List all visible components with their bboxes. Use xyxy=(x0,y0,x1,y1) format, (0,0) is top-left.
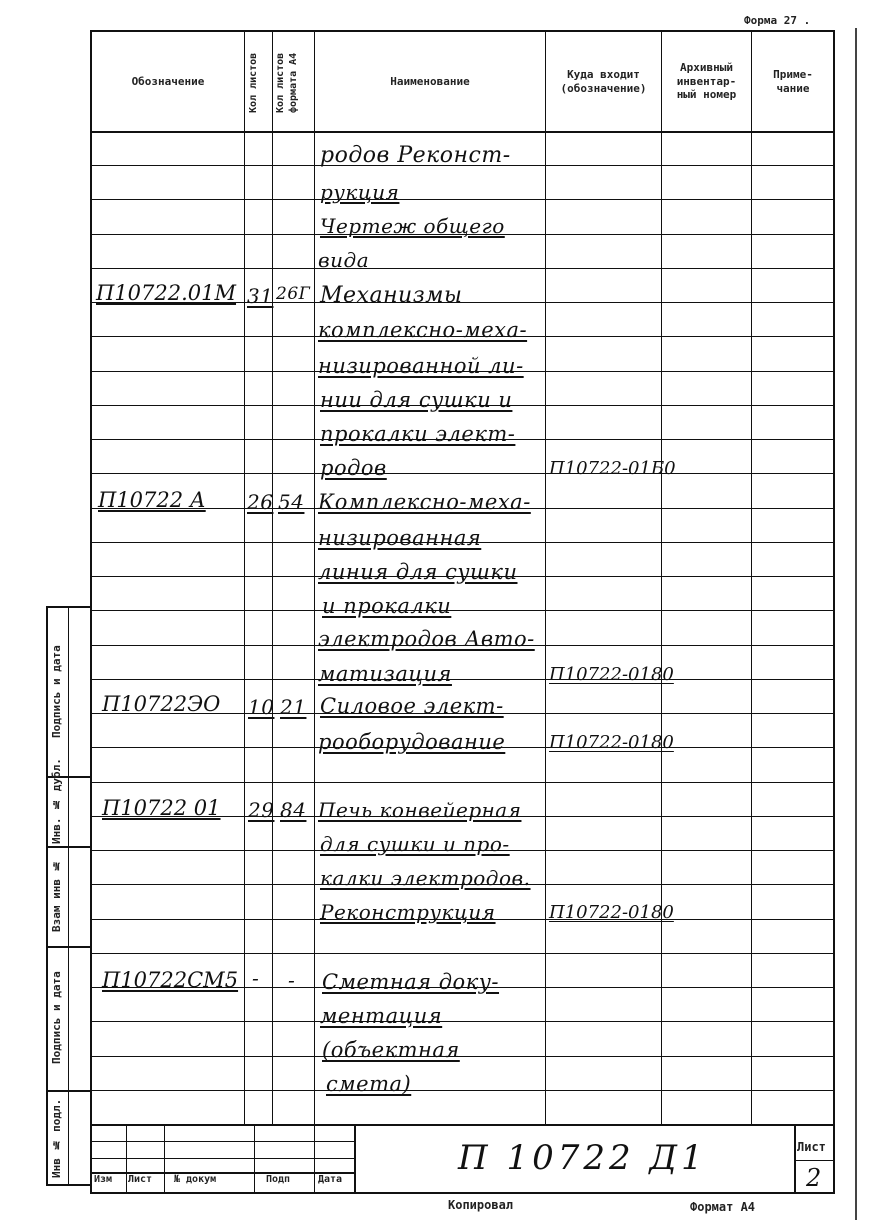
col-divider-3 xyxy=(314,30,315,1124)
entry-name-line: Реконструкция xyxy=(320,900,496,924)
entry-name-line: линия для сушки xyxy=(318,560,518,584)
title-sheet-number: 2 xyxy=(806,1164,822,1192)
entry-designation: П10722 01 xyxy=(102,796,221,820)
header-divider xyxy=(90,131,835,133)
form-label: Форма 27 . xyxy=(744,14,811,27)
title-change: Изм xyxy=(94,1174,113,1185)
footer-copied: Копировал xyxy=(448,1198,514,1212)
row-line xyxy=(90,473,835,474)
entry-name-line: нии для сушки и xyxy=(320,388,513,412)
title-doc-number: № докум xyxy=(174,1174,217,1185)
entry-name-line: комплексно-меха- xyxy=(318,318,528,342)
entry-name-line: рукция xyxy=(320,180,400,204)
header-archive-number: Архивный инвентар- ный номер xyxy=(676,60,737,102)
row-line xyxy=(90,199,835,200)
entry-a4: 84 xyxy=(280,798,307,822)
row-line xyxy=(90,1021,835,1022)
side-inv-orig: Инв № подл. xyxy=(50,1098,63,1178)
entry-name-line: Силовое элект- xyxy=(320,694,504,718)
col-divider-5 xyxy=(661,30,662,1124)
entry-name-line: электродов Авто- xyxy=(318,627,535,651)
header-note: Приме- чание xyxy=(773,67,813,95)
entry-name-line: Сметная доку- xyxy=(322,970,500,994)
entry-a4: 26Г xyxy=(276,284,311,304)
entry-sheets: 31 xyxy=(247,284,274,308)
title-block-top xyxy=(90,1124,835,1126)
title-sheet: Лист xyxy=(128,1174,153,1185)
side-signature-date-2: Подпись и дата xyxy=(50,971,63,1065)
header-a4-count-text: Кол листов формата А4 xyxy=(275,52,299,114)
entry-sheets: 29 xyxy=(248,798,275,822)
row-line xyxy=(90,1090,835,1091)
entry-name-line: родов Реконст- xyxy=(320,143,511,168)
row-line xyxy=(90,268,835,269)
title-signature: Подп xyxy=(266,1174,291,1185)
entry-a4: - xyxy=(288,968,296,992)
title-col xyxy=(254,1124,255,1194)
margin-line xyxy=(855,28,857,1220)
entry-name-line: калки электродов. xyxy=(320,866,531,890)
entry-name-line: Комплексно-меха- xyxy=(318,490,531,514)
entry-where-used: П10722-0180 xyxy=(549,902,674,923)
title-block-divider xyxy=(794,1124,796,1194)
entry-name-line: низированная xyxy=(318,526,482,550)
entry-where-used: П10722-01Б0 xyxy=(549,458,676,479)
footer-format: Формат А4 xyxy=(690,1200,756,1214)
entry-name-line: ментация xyxy=(320,1004,443,1028)
header-a4-count xyxy=(274,38,312,128)
title-col xyxy=(126,1124,127,1194)
entry-sheets: 26 xyxy=(247,490,274,514)
entry-name-line: (объектная xyxy=(322,1038,460,1062)
entry-designation: П10722ЭО xyxy=(102,692,221,716)
side-signature-date-1: Подпись и дата xyxy=(50,645,63,739)
side-inv-dup: Инв. № дубл. xyxy=(50,758,63,844)
entry-name-line: прокалки элект- xyxy=(320,422,516,446)
entry-name-line: Печь конвейерная xyxy=(318,798,522,822)
entry-sheets: 10 xyxy=(248,695,275,719)
row-line xyxy=(90,782,835,783)
col-divider-2 xyxy=(272,30,273,1124)
entry-a4: 54 xyxy=(278,490,305,514)
row-line xyxy=(90,679,835,680)
title-designation: П 10722 Д1 xyxy=(458,1138,707,1178)
row-line xyxy=(90,953,835,954)
col-divider-4 xyxy=(545,30,546,1124)
entry-designation: П10722.01М xyxy=(96,281,237,305)
entry-name-line: и прокалки xyxy=(322,594,452,618)
entry-designation: П10722 А xyxy=(98,488,206,512)
row-line xyxy=(90,1056,835,1057)
main-frame xyxy=(90,30,835,1194)
entry-name-line: смета) xyxy=(326,1072,412,1096)
entry-name-line: родов xyxy=(320,456,387,480)
side-replace-inv: Взам инв № xyxy=(50,859,63,933)
entry-name-line: вида xyxy=(318,248,370,272)
entry-designation: П10722СМ5 xyxy=(102,968,239,992)
entry-where-used: П10722-0180 xyxy=(549,732,674,753)
entry-sheets: - xyxy=(252,966,260,990)
header-where-used: Куда входит (обозначение) xyxy=(560,67,647,95)
title-col xyxy=(164,1124,165,1194)
title-col xyxy=(314,1124,315,1194)
title-date: Дата xyxy=(318,1174,343,1185)
entry-name-line: матизация xyxy=(318,662,452,686)
entry-name-line: Чертеж общего xyxy=(320,214,505,238)
entry-name-line: Механизмы xyxy=(320,283,463,308)
header-designation: Обозначение xyxy=(131,74,205,88)
col-divider-1 xyxy=(244,30,245,1124)
title-block-row xyxy=(794,1160,835,1161)
col-divider-6 xyxy=(751,30,752,1124)
title-block-divider xyxy=(354,1124,356,1194)
entry-name-line: рооборудование xyxy=(318,730,506,754)
header-sheet-count: Кол листов xyxy=(248,52,259,114)
side-stamp-divider xyxy=(68,606,69,1186)
entry-name-line: для сушки и про- xyxy=(320,832,510,856)
row-line xyxy=(90,610,835,611)
entry-a4: 21 xyxy=(280,695,307,719)
entry-where-used: П10722-0180 xyxy=(549,664,674,685)
title-sheet-label: Лист xyxy=(797,1140,826,1154)
header-name: Наименование xyxy=(390,74,470,88)
entry-name-line: низированной ли- xyxy=(318,354,524,378)
